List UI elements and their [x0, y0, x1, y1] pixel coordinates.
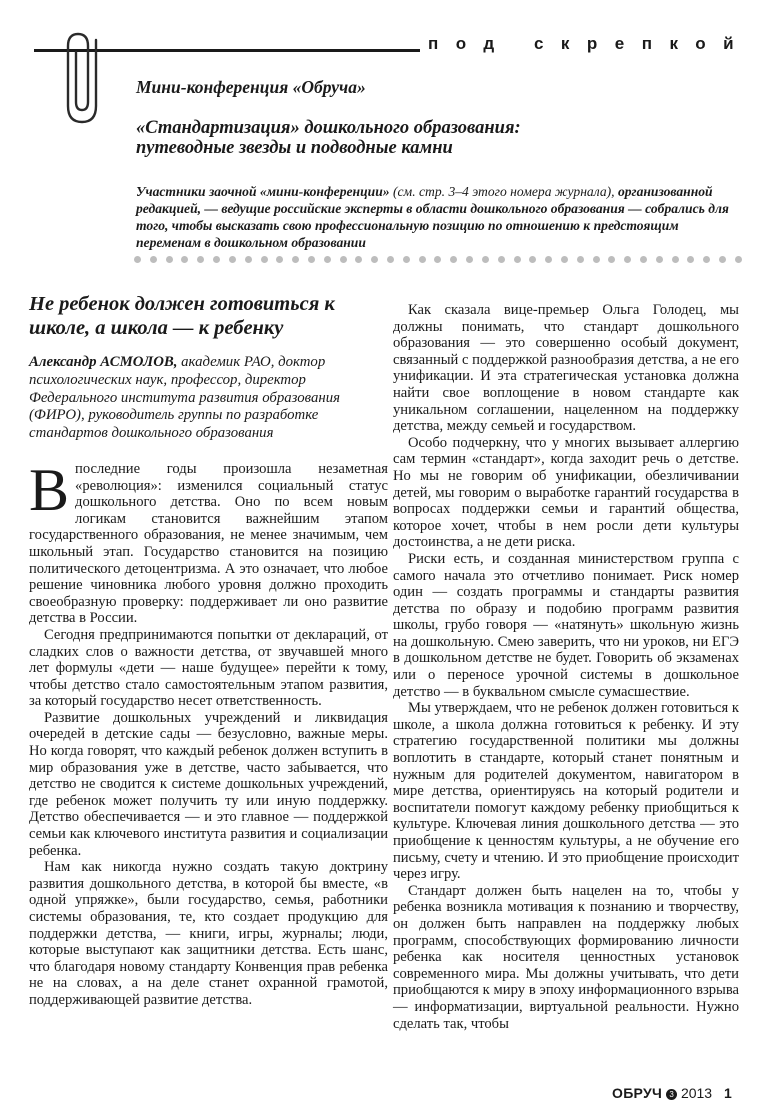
divider-dot	[466, 256, 473, 263]
body-paragraph	[29, 859, 388, 1008]
divider-dot	[387, 256, 394, 263]
main-title-line-1: «Стандартизация» дошкольного образования:	[136, 118, 521, 138]
intro-text	[136, 183, 740, 251]
divider-dot	[197, 256, 204, 263]
divider-dot	[245, 256, 252, 263]
divider-dot	[213, 256, 220, 263]
divider-dot	[181, 256, 188, 263]
main-title	[136, 118, 740, 158]
author-name: Александр АСМОЛОВ,	[29, 354, 178, 370]
divider-dot	[134, 256, 141, 263]
divider-dot	[735, 256, 742, 263]
body-paragraph	[29, 627, 388, 710]
divider-dot	[150, 256, 157, 263]
conference-title: Мини-конференция «Обруча»	[136, 77, 366, 97]
divider-dot	[482, 256, 489, 263]
body-paragraph	[29, 710, 388, 859]
left-column	[29, 292, 388, 1009]
divider-dot	[340, 256, 347, 263]
divider-dot	[545, 256, 552, 263]
paragraph-text: Развитие дошкольных учреждений и ликвидация очередей в детские сады — безусловно, важные меры. Но когда говорят, что каждый ребенок должен вступить в мир образования уже в детстве, часто забывается, что детство не сводится к системе дошкольных учреждений, где ребенок может получить ту или иную поддержку. Детство обеспечивается — и это главное — поддержкой семьи как ключевого института развития и социализации ребенка.	[29, 709, 388, 859]
divider-dot	[229, 256, 236, 263]
left-body	[29, 456, 388, 1009]
footer-brand: ОБРУЧ	[612, 1085, 663, 1101]
divider-dot	[561, 256, 568, 263]
divider-dot	[450, 256, 457, 263]
divider-dot	[672, 256, 679, 263]
paperclip-icon	[52, 28, 112, 128]
divider-dot	[419, 256, 426, 263]
dotted-divider	[134, 254, 742, 264]
paragraph-text: Нам как никогда нужно создать такую доктрину развития дошкольного детства, в которой бы вместе, «в одной упряжке», были государство, семья, работники системы образования, те, кто создает продукцию для поддержки детства, — книги, игры, журналы; люди, которые выступают как защитники детства. Есть шанс, что благодаря новому стандарту Конвенция прав ребенка не на словах, а на деле станет охранной грамотой, поддерживающей развитие детства.	[29, 859, 388, 1008]
page-number: 1	[723, 1085, 732, 1101]
page-footer	[612, 1085, 732, 1101]
article-title: Не ребенок должен готовиться к школе, а школа — к ребенку	[29, 293, 335, 339]
issue-number-badge: 3	[666, 1089, 677, 1100]
divider-dot	[577, 256, 584, 263]
body-paragraph: Риски есть, и созданная министерством группа с самого начала это отчетливо понимает. Риск номер один — создать программы и стандарты развития детства по образу и подобию программ развития школы, грубо говоря — «натянуть» школьную жизнь на дошкольную. Смею заверить, что ни уроков, ни ЕГЭ в дошкольном детстве не будет. Говорить об экзаменах или о переносе урочной системы в дошкольное детство — в буквальном смысле сумасшествие.	[393, 550, 739, 700]
body-paragraph: Как сказала вице-премьер Ольга Голодец, мы должны понимать, что стандарт дошкольного образования — это совершенно особый документ, связанный с поддержкой разнообразия детства, а не его унификации. И эта стратегическая установка должна найти свое воплощение в новом стандарте как уникальном соглашении, нацеленном на поддержку детства, между семьей и государством.	[393, 302, 739, 435]
divider-dot	[276, 256, 283, 263]
body-paragraph: Стандарт должен быть нацелен на то, чтобы у ребенка возникла мотивация к познанию и творчеству, он должен быть направлен на поддержку любых программ, способствующих формированию личности ребенка как носителя ценностных установок современного мира. Мы должны учитывать, что дети приобщаются к миру в эпоху информационного взрыва — информатизации, виртуальной реальности. Нужно сделать так, чтобы	[393, 882, 739, 1032]
divider-dot	[703, 256, 710, 263]
divider-dot	[355, 256, 362, 263]
divider-dot	[529, 256, 536, 263]
divider-dot	[308, 256, 315, 263]
divider-dot	[593, 256, 600, 263]
divider-dot	[324, 256, 331, 263]
divider-dot	[403, 256, 410, 263]
divider-dot	[434, 256, 441, 263]
divider-dot	[371, 256, 378, 263]
right-body	[393, 302, 739, 1032]
lead-block	[136, 76, 740, 251]
body-paragraph: Особо подчеркну, что у многих вызывает аллергию сам термин «стандарт», когда заходит речь о детстве. Но мы не говорим об унификации, обезличивании детей, мы говорим о выработке гарантий государства в вопросах поддержки семьи и гарантий общества, которое хочет, чтобы в нем росли дети культуры достоинства, а не дети риска.	[393, 434, 739, 551]
divider-dot	[166, 256, 173, 263]
intro-part-b: (см. стр. 3–4 этого номера журнала),	[389, 184, 618, 199]
divider-dot	[687, 256, 694, 263]
paragraph-text: последние годы произошла незаметная «революция»: изменился социальный статус дошкольного детства. Оно по всем новым логикам становится важнейшим этапом государственного образования, не менее значимым, чем школьный этап. Государство становится на позицию политического детоцентризма. А это означает, что любое решение чиновника любого уровня должно проходить своеобразную проверку: поддерживает ли оно развитие детства в России.	[29, 460, 388, 627]
divider-dot	[656, 256, 663, 263]
footer-year: 2013	[680, 1085, 713, 1101]
body-paragraph	[29, 456, 388, 627]
intro-part-a: Участники заочной «мини-конференции»	[136, 184, 390, 199]
drop-cap: В	[29, 456, 70, 523]
divider-dot	[261, 256, 268, 263]
paragraph-text: Сегодня предпринимаются попытки от деклараций, от сладких слов о важности детства, от звучавшей много лет формулы «дети — наше будущее» перейти к тому, чтобы детство стало самостоятельным этапом развития, за который государство несет ответственность.	[29, 626, 388, 710]
divider-dot	[498, 256, 505, 263]
divider-dot	[624, 256, 631, 263]
author-description: академик РАО, доктор психологических наук, профессор, директор Федерального института развития образования (ФИРО), руководитель группы по разработке стандартов дошкольного образования	[29, 354, 340, 442]
divider-dot	[719, 256, 726, 263]
right-column	[393, 302, 739, 1032]
divider-dot	[292, 256, 299, 263]
section-title: под скрепкой	[428, 34, 752, 53]
main-title-line-2: путеводные звезды и подводные камни	[136, 138, 453, 158]
author-info	[29, 354, 388, 443]
divider-dot	[608, 256, 615, 263]
body-paragraph: Мы утверждаем, что не ребенок должен готовиться к школе, а школа должна готовиться к ребенку. И эту стратегию государственной политики мы должны воплотить в стандарте, который станет понятным и нужным для родителей документом, навигатором в мире детства, ориентируясь на который родители и воспитатели помогут каждому ребенку приобщиться к культуре. Ключевая линия дошкольного детства — это приобщение к ценностям культуры, а не обучение его письму, счету и чтению. И это приобщение происходит через игру.	[393, 700, 739, 883]
divider-dot	[514, 256, 521, 263]
divider-dot	[640, 256, 647, 263]
intro-part-c: организованной редакцией, — ведущие российские эксперты в области дошкольного образования — собрались для того, чтобы высказать свою профессиональную позицию по отношению к предстоящим переменам в дошкольном образовании	[136, 184, 729, 250]
